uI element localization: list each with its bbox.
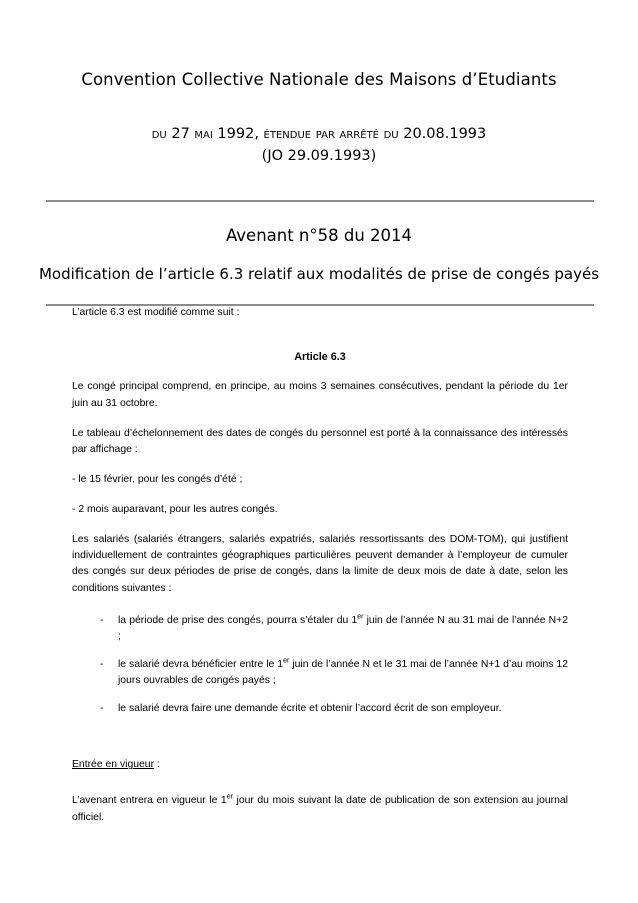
article-paragraph-2: Le tableau d’échelonnement des dates de congés du personnel est porté à la connaissance des intéressés par affichage : [72, 427, 568, 455]
document-subtitle: du 27 mai 1992, étendue par arrêté du 20.08.1993 [151, 125, 487, 142]
amendment-header [0, 167, 638, 285]
document-body [0, 305, 638, 826]
amendment-title: Avenant n°58 du 2014 [225, 225, 413, 245]
ordinal-superscript: er [357, 613, 364, 621]
entry-into-force-heading [72, 757, 568, 773]
article-heading: Article 6.3 [294, 350, 346, 363]
entry-into-force-text: L’avenant entrera en vigueur le 1 [72, 795, 227, 807]
list-item [72, 645, 568, 689]
entry-into-force-heading-colon: : [154, 759, 160, 771]
entry-into-force-heading-label: Entrée en vigueur [72, 759, 155, 771]
entry-into-force-text-continued: jour du mois suivant la date de publication de son extension au journal officiel. [72, 795, 568, 823]
document-reference-block [0, 124, 638, 167]
condition-text-continued: juin de l’année N et le 31 mai de l’année N+1 d’au moins 12 jours ouvrables de congés payés ; [118, 658, 568, 687]
conditions-intro-paragraph: Les salariés (salariés étrangers, salariés expatriés, salariés ressortissants des DOM-TOM), qui justifient individuellement de contraintes géographiques particulières peuvent demander à l’employeur de cumuler des congés sur deux périodes de prise de congés, dans la limite de deux mois de date à date, selon les conditions suivantes : [72, 534, 568, 594]
entry-into-force-section [72, 717, 568, 825]
ordinal-superscript: er [226, 793, 233, 801]
document-title: Convention Collective Nationale des Maisons d’Etudiants [81, 70, 557, 89]
condition-text: le salarié devra faire une demande écrite et obtenir l’accord écrit de son employeur. [118, 703, 502, 715]
journal-officiel-reference: (JO 29.09.1993) [261, 147, 377, 164]
dash-marker-icon: - [100, 703, 104, 715]
dash-marker-icon: - [100, 658, 104, 670]
conditions-list [72, 597, 568, 718]
article-paragraph-1: Le congé principal comprend, en principe, au moins 3 semaines consécutives, pendant la période du 1er juin au 31 octobre. [72, 381, 568, 409]
article-dash-note-2: - 2 mois auparavant, pour les autres congés. [72, 504, 278, 516]
condition-text: la période de prise des congés, pourra s’étaler du 1 [118, 614, 358, 626]
document-masthead [0, 0, 638, 167]
header-divider-rule [46, 200, 594, 202]
condition-text: le salarié devra bénéficier entre le 1 [118, 658, 284, 670]
list-item [72, 689, 568, 717]
amendment-lead-line: L’article 6.3 est modifié comme suit : [72, 306, 240, 318]
subject-divider-rule [46, 304, 594, 306]
dash-marker-icon: - [100, 614, 104, 626]
article-dash-note-1: - le 15 février, pour les congés d’été ; [72, 473, 243, 485]
condition-text-continued: juin de l’année N au 31 mai de l’année N+2 ; [118, 614, 568, 642]
amendment-subject: Modification de l’article 6.3 relatif aux modalités de prise de congés payés [38, 265, 600, 284]
ordinal-superscript: er [283, 657, 290, 665]
list-item [72, 613, 568, 645]
entry-into-force-paragraph [72, 773, 568, 825]
